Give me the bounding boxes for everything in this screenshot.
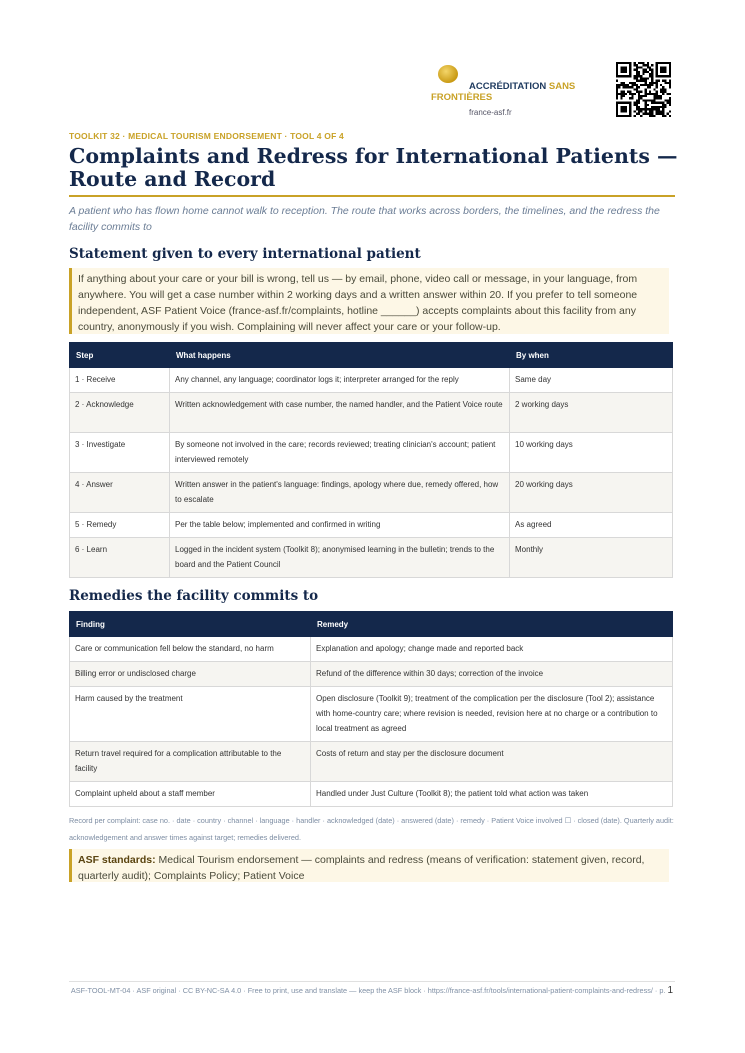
table-cell: Return travel required for a complication attributable to the facility: [70, 742, 311, 782]
column-header: Step: [70, 343, 170, 368]
statement-heading: Statement given to every international patient: [69, 246, 421, 262]
standards-callout: [69, 849, 669, 882]
table-cell: Refund of the difference within 30 days; correction of the invoice: [311, 662, 673, 687]
page-title: Complaints and Redress for International Patients — Route and Record: [69, 144, 678, 191]
steps-table: [69, 342, 673, 578]
table-cell: Any channel, any language; coordinator logs it; interpreter arranged for the reply: [170, 368, 510, 393]
table-cell: Costs of return and stay per the disclosure document: [311, 742, 673, 782]
standards-label: ASF standards:: [78, 854, 156, 866]
table-cell: 20 working days: [510, 473, 673, 513]
toolkit-kicker: TOOLKIT 32 · MEDICAL TOURISM ENDORSEMENT · TOOL 4 OF 4: [69, 131, 344, 141]
column-header: Finding: [70, 612, 311, 637]
table-cell: 2 · Acknowledge: [70, 393, 170, 433]
table-header-row: [70, 343, 673, 368]
table-row: [70, 368, 673, 393]
footer-divider: [69, 981, 675, 982]
table-cell: 2 working days: [510, 393, 673, 433]
table-cell: By someone not involved in the care; records reviewed; treating clinician's account; patient interviewed remotely: [170, 433, 510, 473]
table-cell: 6 · Learn: [70, 538, 170, 578]
qr-code-icon: [616, 62, 671, 117]
table-cell: Complaint upheld about a staff member: [70, 782, 311, 807]
page-footer: [69, 985, 675, 997]
table-cell: As agreed: [510, 513, 673, 538]
table-cell: 1 · Receive: [70, 368, 170, 393]
table-cell: Written acknowledgement with case number, the named handler, and the Patient Voice route: [170, 393, 510, 433]
record-note: Record per complaint: case no. · date · country · channel · language · handler · acknowledged (date) · answered (date) · remedy · Patient Voice involved ☐ · closed (date). Quarterly audit: acknowledgement and answer times against target; remedies delivered.: [69, 816, 674, 842]
table-cell: Logged in the incident system (Toolkit 8); anonymised learning in the bulletin; trends to the board and the Patient Council: [170, 538, 510, 578]
table-row: [70, 687, 673, 742]
column-header: Remedy: [311, 612, 673, 637]
table-cell: Harm caused by the treatment: [70, 687, 311, 742]
footer-text: ASF-TOOL-MT-04 · ASF original · CC BY-NC-SA 4.0 · Free to print, use and translate — keep the ASF block · https://france-asf.fr/tools/international-patient-complaints-and-redress/ · p.: [70, 986, 666, 995]
page-number: 1: [667, 985, 674, 996]
table-row: [70, 393, 673, 433]
column-header: What happens: [170, 343, 510, 368]
table-cell: Explanation and apology; change made and reported back: [311, 637, 673, 662]
table-cell: 4 · Answer: [70, 473, 170, 513]
standards-text: Medical Tourism endorsement — complaints and redress (means of verification: statement given, record, quarterly audit); Complaints Policy; Patient Voice: [78, 854, 645, 882]
title-divider: [69, 195, 675, 197]
page-header: [0, 0, 745, 125]
table-row: [70, 637, 673, 662]
table-row: [70, 742, 673, 782]
table-row: [70, 473, 673, 513]
table-cell: Same day: [510, 368, 673, 393]
table-cell: Written answer in the patient's language: findings, apology where due, remedy offered, how to escalate: [170, 473, 510, 513]
table-header-row: [70, 612, 673, 637]
table-cell: 10 working days: [510, 433, 673, 473]
brand-name: ACCRÉDITATION SANS FRONTIÈRES: [431, 81, 576, 103]
table-cell: 3 · Investigate: [70, 433, 170, 473]
statement-callout: If anything about your care or your bill is wrong, tell us — by email, phone, video call or message, in your language, from anywhere. You will get a case number within 2 working days and a written answer within 20. If you prefer to tell someone independent, ASF Patient Voice (france-asf.fr/complaints, hotline ______) accepts complaints about this facility from any country, anonymously if you wish. Complaining will never affect your care or your follow-up.: [69, 268, 669, 334]
table-cell: Billing error or undisclosed charge: [70, 662, 311, 687]
remedies-heading: Remedies the facility commits to: [69, 588, 319, 604]
table-row: [70, 513, 673, 538]
table-cell: Monthly: [510, 538, 673, 578]
table-cell: Handled under Just Culture (Toolkit 8); the patient told what action was taken: [311, 782, 673, 807]
table-row: [70, 538, 673, 578]
table-row: [70, 782, 673, 807]
table-cell: Care or communication fell below the standard, no harm: [70, 637, 311, 662]
column-header: By when: [510, 343, 673, 368]
page-lede: A patient who has flown home cannot walk to reception. The route that works across borders, the timelines, and the redress the facility commits to: [69, 205, 660, 233]
remedies-table: [69, 611, 673, 807]
brand-url: france-asf.fr: [469, 108, 512, 117]
table-cell: Open disclosure (Toolkit 9); treatment of the complication per the disclosure (Tool 2); assistance with home-country care; where revision is needed, revision here at no charge or a contribution to local treatment as agreed: [311, 687, 673, 742]
table-row: [70, 662, 673, 687]
table-cell: 5 · Remedy: [70, 513, 170, 538]
table-cell: Per the table below; implemented and confirmed in writing: [170, 513, 510, 538]
table-row: [70, 433, 673, 473]
